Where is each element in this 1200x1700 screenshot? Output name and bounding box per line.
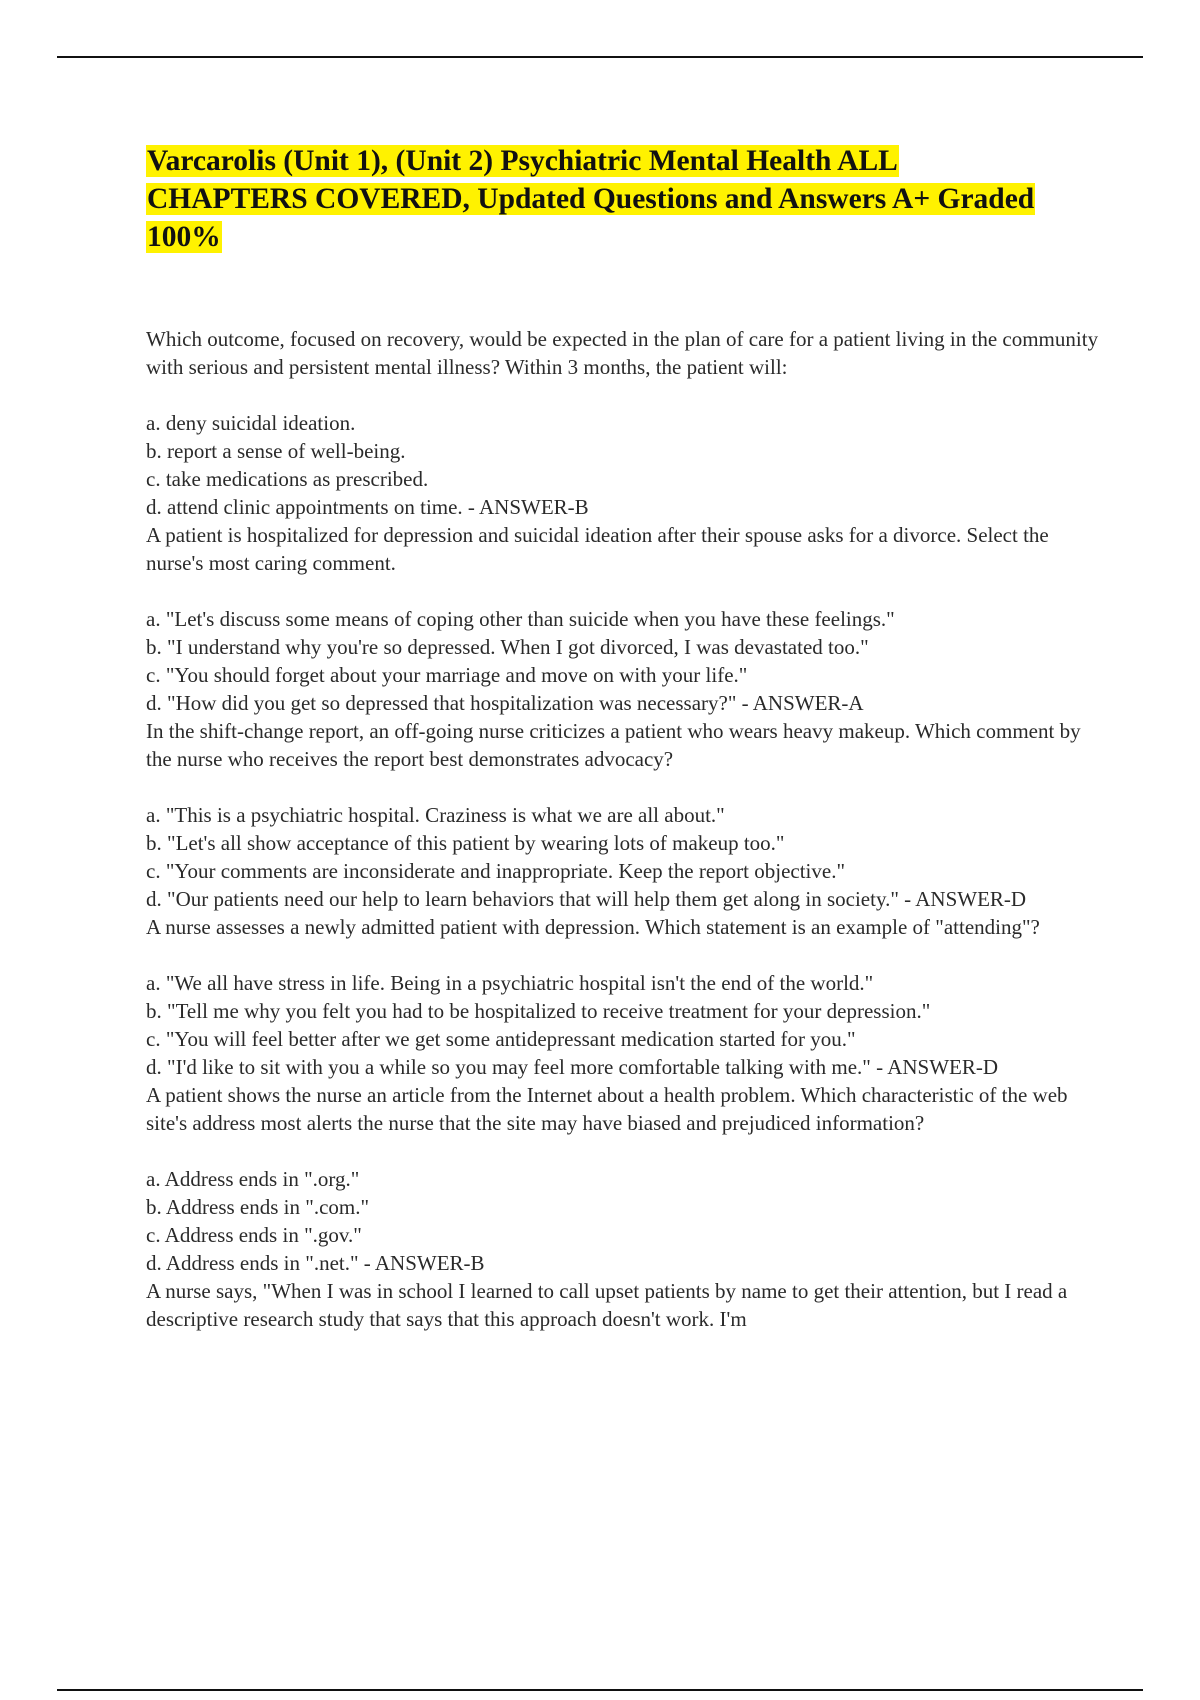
answer-option: c. "You will feel better after we get some antidepressant medication started for you." [146,1027,856,1051]
answer-option: a. deny suicidal ideation. [146,411,356,435]
question-stem: Which outcome, focused on recovery, would be expected in the plan of care for a patient living in the community with serious and persistent mental illness? Within 3 months, the patient will: [146,327,1099,379]
question-stem: A patient is hospitalized for depression and suicidal ideation after their spouse asks for a divorce. Select the nurse's most caring comment. [146,523,1049,575]
question-stem: A nurse assesses a newly admitted patient with depression. Which statement is an example of "attending"? [146,915,1040,939]
answer-option: d. "I'd like to sit with you a while so you may feel more comfortable talking with me." - ANSWER-D [146,1055,999,1079]
document-title-text: Varcarolis (Unit 1), (Unit 2) Psychiatric Mental Health ALL CHAPTERS COVERED, Updated Questions and Answers A+ Graded 100% [147,145,1035,253]
question-stem: A patient shows the nurse an article from the Internet about a health problem. Which characteristic of the web site's address most alerts the nurse that the site may have biased and prejudiced information? [146,1083,1068,1135]
answer-option: c. take medications as prescribed. [146,467,429,491]
answer-option: b. "Let's all show acceptance of this patient by wearing lots of makeup too." [146,831,785,855]
question-5 [146,1081,1106,1277]
answer-option: a. Address ends in ".org." [146,1167,360,1191]
document-body [146,325,1106,1333]
answer-option: d. Address ends in ".net." - ANSWER-B [146,1251,485,1275]
answer-option: c. "You should forget about your marriage and move on with your life." [146,663,748,687]
answer-option: d. "How did you get so depressed that hospitalization was necessary?" - ANSWER-A [146,691,864,715]
question-1 [146,325,1106,521]
answer-option: c. "Your comments are inconsiderate and inappropriate. Keep the report objective." [146,859,846,883]
question-stem: In the shift-change report, an off-going nurse criticizes a patient who wears heavy makeup. Which comment by the nurse who receives the report best demonstrates advocacy? [146,719,1081,771]
answer-option: b. "Tell me why you felt you had to be hospitalized to receive treatment for your depression." [146,999,931,1023]
answer-option: d. "Our patients need our help to learn behaviors that will help them get along in society." - ANSWER-D [146,887,1027,911]
question-stem: A nurse says, "When I was in school I learned to call upset patients by name to get their attention, but I read a descriptive research study that says that this approach doesn't work. I'm [146,1279,1068,1331]
answer-option: a. "We all have stress in life. Being in a psychiatric hospital isn't the end of the world." [146,971,874,995]
question-3 [146,717,1106,913]
answer-option: b. "I understand why you're so depressed. When I got divorced, I was devastated too." [146,635,869,659]
answer-option: a. "Let's discuss some means of coping other than suicide when you have these feelings." [146,607,895,631]
document-title [146,142,1046,256]
document-page [146,142,1106,1333]
question-4 [146,913,1106,1081]
footer-rule [57,1689,1143,1691]
answer-option: d. attend clinic appointments on time. - ANSWER-B [146,495,589,519]
answer-option: b. Address ends in ".com." [146,1195,370,1219]
answer-option: b. report a sense of well-being. [146,439,406,463]
question-2 [146,521,1106,717]
header-rule [57,56,1143,58]
question-6 [146,1277,1106,1333]
answer-option: c. Address ends in ".gov." [146,1223,362,1247]
answer-option: a. "This is a psychiatric hospital. Craziness is what we are all about." [146,803,725,827]
